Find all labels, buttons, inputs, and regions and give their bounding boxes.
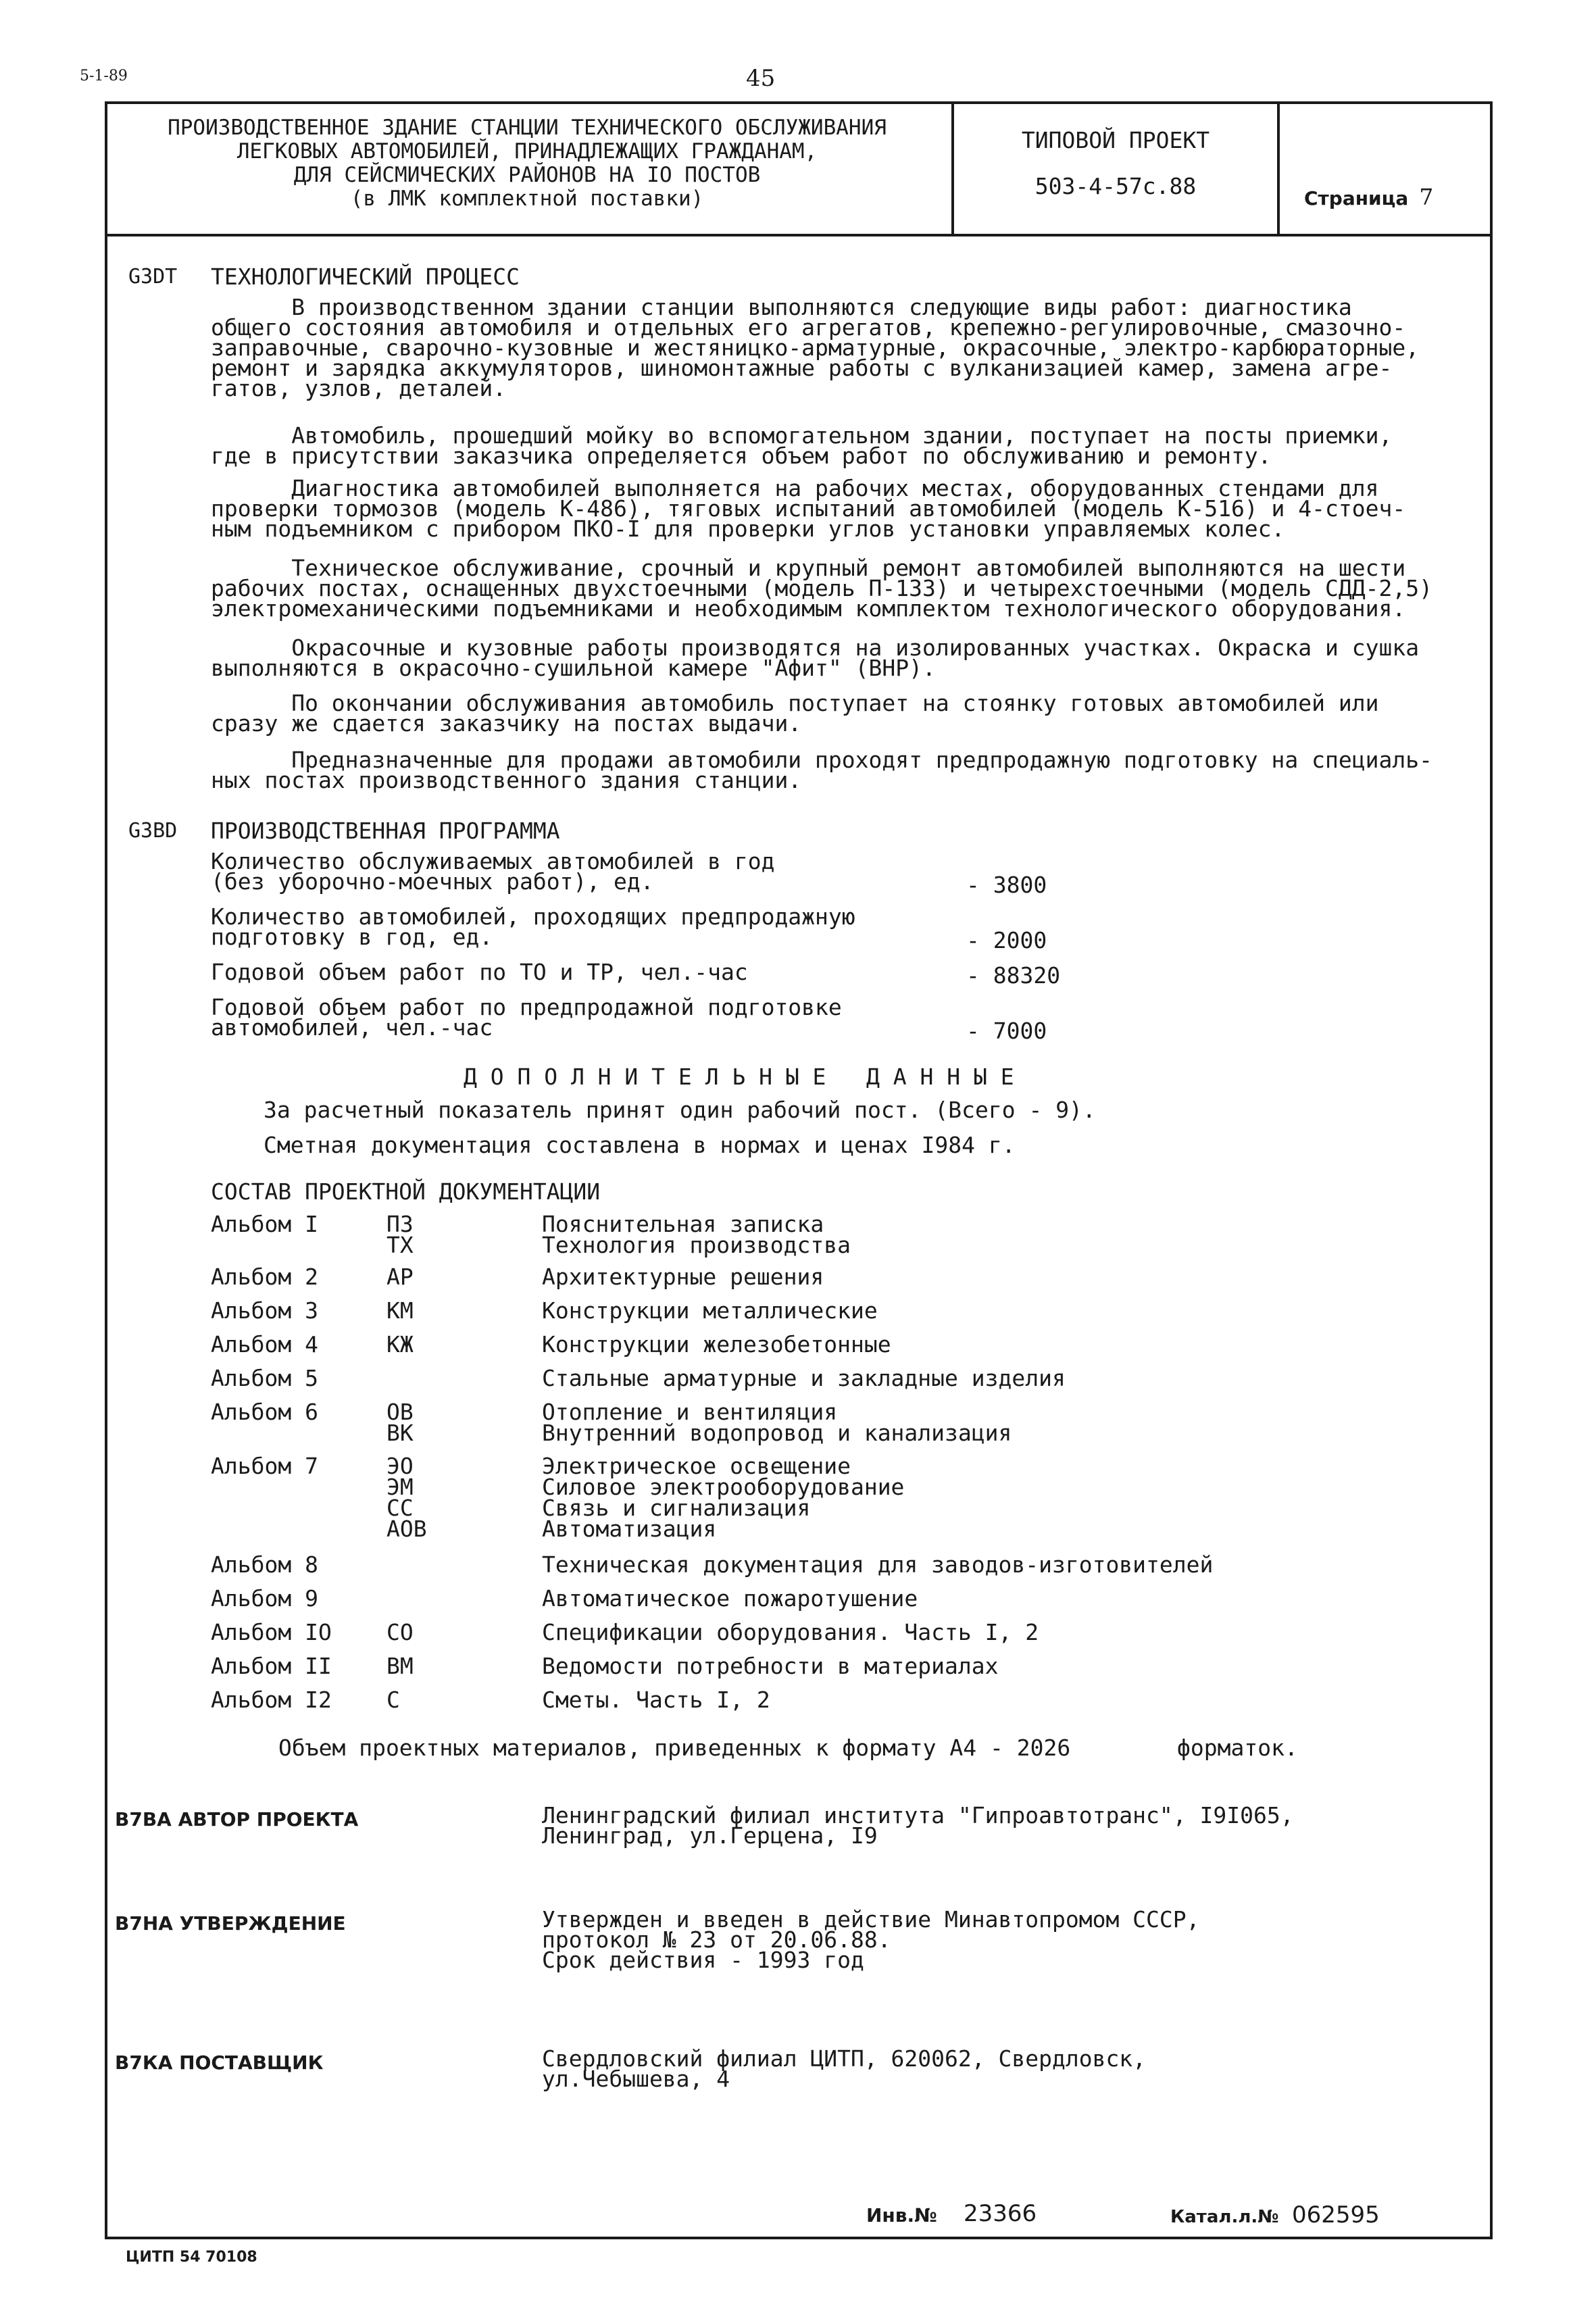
album-codes: АР	[386, 1264, 414, 1290]
approval-text: Утвержден и введен в действие Минавтопромом СССР, протокол № 23 от 20.06.88. Срок действия - 1993 год	[542, 1906, 1200, 1973]
standard-project-code: 503-4-57с.88	[1034, 173, 1197, 199]
title-block-divider	[951, 101, 954, 237]
supplier-label: В7КА ПОСТАВЩИК	[115, 2051, 324, 2074]
page-number: 45	[746, 65, 776, 92]
album-titles: Конструкции металлические	[542, 1297, 878, 1324]
album-titles: Техническая документация для заводов-изготовителей	[542, 1551, 1214, 1578]
program-row-label: Годовой объем работ по ТО и ТР, чел.-час	[211, 959, 748, 985]
album-titles: Стальные арматурные и закладные изделия	[542, 1365, 1066, 1391]
project-title-line: ПРОИЗВОДСТВЕННОЕ ЗДАНИЕ СТАНЦИИ ТЕХНИЧЕСКОГО ОБСЛУЖИВАНИЯ	[168, 116, 887, 140]
album-name: Альбом 7	[211, 1453, 318, 1479]
album-name: Альбом 9	[211, 1585, 318, 1612]
author-label: В7ВА АВТОР ПРОЕКТА	[115, 1808, 359, 1831]
album-name: Альбом 8	[211, 1551, 318, 1578]
album-titles: Пояснительная записка Технология производства	[542, 1211, 851, 1258]
sheet-page	[1304, 184, 1433, 210]
catalog-label: Катал.л.№	[1170, 2207, 1279, 2227]
program-row-value: - 88320	[966, 962, 1061, 989]
tech-paragraph: В производственном здании станции выполняются следующие виды работ: диагностика общего состояния автомобиля и отдельных его агрегатов, крепежно-регулировочные, смазочно- заправочные, сварочно-кузовные и жестяницко-арматурные, окрасочные, электро-карбюраторные, ремонт и зарядка аккумуляторов, шиномонтажные работы с вулканизацией камер, замена агре- гатов, узлов, деталей.	[211, 294, 1420, 401]
album-codes: ПЗ ТХ	[386, 1211, 414, 1258]
album-titles: Конструкции железобетонные	[542, 1331, 891, 1358]
album-titles: Спецификации оборудования. Часть I, 2	[542, 1619, 1039, 1645]
section-code-program: G3BD	[128, 819, 178, 843]
album-name: Альбом I2	[211, 1687, 332, 1713]
additional-data-line: Сметная документация составлена в нормах и ценах I984 г.	[264, 1132, 1016, 1158]
section-heading-program: ПРОИЗВОДСТВЕННАЯ ПРОГРАММА	[211, 818, 560, 844]
inventory-label: Инв.№	[866, 2204, 937, 2226]
author-text: Ленинградский филиал института "Гипроавтотранс", I9I065, Ленинград, ул.Герцена, I9	[542, 1802, 1294, 1849]
additional-data-heading: Д О П О Л Н И Т Е Л Ь Н Ы Е Д А Н Н Ы Е	[464, 1064, 1014, 1090]
album-titles: Электрическое освещение Силовое электрооборудование Связь и сигнализация Автоматизация	[542, 1453, 905, 1542]
tech-paragraph: Автомобиль, прошедший мойку во вспомогательном здании, поступает на посты приемки, где в присутствии заказчика определяется объем работ по обслуживанию и ремонту.	[211, 422, 1393, 469]
documentation-heading: СОСТАВ ПРОЕКТНОЙ ДОКУМЕНТАЦИИ	[211, 1178, 601, 1205]
program-row-label: Годовой объем работ по предпродажной подготовке автомобилей, чел.-час	[211, 994, 842, 1041]
printer-mark: ЦИТП 54 70108	[126, 2249, 257, 2266]
section-code-tech: G3DT	[128, 265, 178, 289]
album-titles: Ведомости потребности в материалах	[542, 1653, 999, 1679]
program-row-label: Количество обслуживаемых автомобилей в год (без уборочно-моечных работ), ед.	[211, 848, 775, 895]
album-codes: КМ	[386, 1297, 414, 1324]
documentation-volume-unit: форматок.	[1177, 1735, 1298, 1761]
series-code: 5-1-89	[80, 68, 128, 84]
approval-label: В7НА УТВЕРЖДЕНИЕ	[115, 1912, 346, 1935]
album-titles: Сметы. Часть I, 2	[542, 1687, 770, 1713]
album-name: Альбом I	[211, 1211, 318, 1237]
tech-paragraph: По окончании обслуживания автомобиль поступает на стоянку готовых автомобилей или сразу же сдается заказчику на постах выдачи.	[211, 690, 1379, 737]
program-row-value: - 2000	[966, 927, 1047, 953]
album-codes: КЖ	[386, 1331, 414, 1358]
program-row-label: Количество автомобилей, проходящих предпродажную подготовку в год, ед.	[211, 903, 855, 950]
tech-paragraph: Диагностика автомобилей выполняется на рабочих местах, оборудованных стендами для проверки тормозов (модель К-486), тяговых испытаний автомобилей (модель К-516) и 4-стоеч- ным подъемником с прибором ПКО-I для проверки углов установки управляемых колес.	[211, 475, 1406, 542]
album-titles: Автоматическое пожаротушение	[542, 1585, 918, 1612]
album-titles: Отопление и вентиляция Внутренний водопровод и канализация	[542, 1399, 1012, 1446]
album-name: Альбом 3	[211, 1297, 318, 1324]
album-name: Альбом 5	[211, 1365, 318, 1391]
album-name: Альбом 6	[211, 1399, 318, 1425]
tech-paragraph: Техническое обслуживание, срочный и крупный ремонт автомобилей выполняются на шести рабочих постах, оснащенных двухстоечными (модель П-133) и четырехстоечными (модель СДД-2,5) электромеханическими подъемниками и необходимым комплектом технологического оборудования.	[211, 555, 1432, 622]
album-codes: ОВ ВК	[386, 1399, 414, 1446]
project-title-line: ЛЕГКОВЫХ АВТОМОБИЛЕЙ, ПРИНАДЛЕЖАЩИХ ГРАЖДАНАМ,	[236, 139, 818, 164]
section-heading-tech: ТЕХНОЛОГИЧЕСКИЙ ПРОЦЕСС	[211, 264, 520, 290]
album-codes: СО	[386, 1619, 414, 1645]
project-title	[115, 116, 939, 211]
album-name: Альбом IO	[211, 1619, 332, 1645]
project-title-line: ДЛЯ СЕЙСМИЧЕСКИХ РАЙОНОВ НА IO ПОСТОВ	[293, 163, 761, 187]
album-codes: С	[386, 1687, 400, 1713]
album-name: Альбом 4	[211, 1331, 318, 1358]
supplier-text: Свердловский филиал ЦИТП, 620062, Свердловск, ул.Чебышева, 4	[542, 2045, 1147, 2092]
title-block-divider	[1277, 101, 1280, 237]
catalog-number: 062595	[1292, 2201, 1380, 2229]
standard-project-label: ТИПОВОЙ ПРОЕКТ	[1021, 127, 1210, 153]
album-name: Альбом 2	[211, 1264, 318, 1290]
tech-paragraph: Окрасочные и кузовные работы производятся на изолированных участках. Окраска и сушка выполняются в окрасочно-сушильной камере "Афит" (ВНР).	[211, 634, 1420, 681]
program-row-value: - 3800	[966, 872, 1047, 898]
additional-data-line: За расчетный показатель принят один рабочий пост. (Всего - 9).	[264, 1097, 1096, 1123]
inventory-number: 23366	[964, 2200, 1037, 2227]
sheet-page-label: Страница	[1304, 187, 1409, 209]
sheet-page-number: 7	[1419, 184, 1434, 210]
tech-paragraph: Предназначенные для продажи автомобили проходят предпродажную подготовку на специаль- ных постах производственного здания станции.	[211, 747, 1432, 793]
album-codes: ВМ	[386, 1653, 414, 1679]
project-title-line: (в ЛМК комплектной поставки)	[350, 186, 704, 211]
program-row-value: - 7000	[966, 1018, 1047, 1044]
album-name: Альбом II	[211, 1653, 332, 1679]
album-titles: Архитектурные решения	[542, 1264, 824, 1290]
documentation-volume: Объем проектных материалов, приведенных к формату А4 - 2026	[278, 1735, 1071, 1761]
album-codes: ЭО ЭМ СС АОВ	[386, 1453, 427, 1542]
